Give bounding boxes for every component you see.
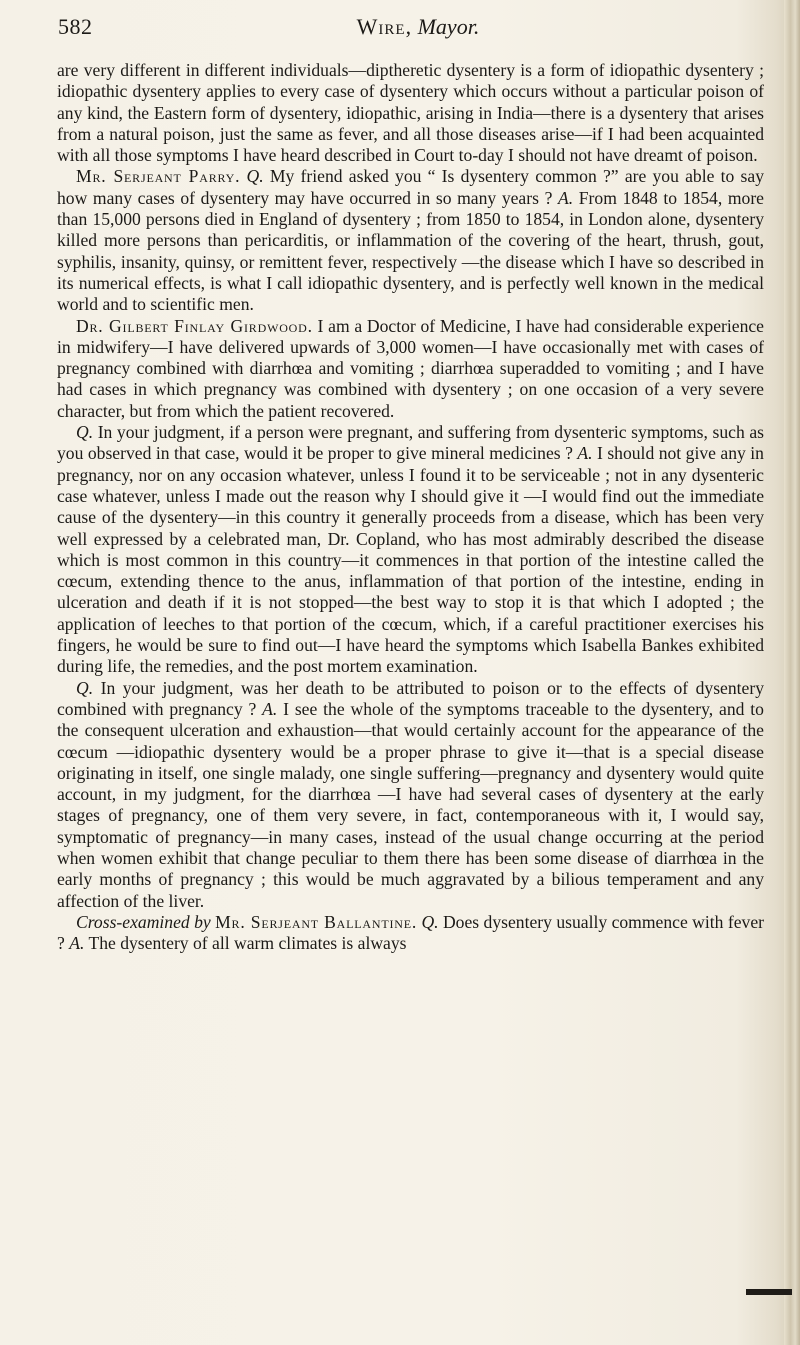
paragraph bbox=[57, 678, 764, 912]
text-run: In your judgment, was her death to be attributed to poison or to the effects of dysentery combined with pregnancy ? bbox=[57, 677, 764, 719]
italic-marker: Q. bbox=[76, 677, 94, 698]
text-run: I am a Doctor of Medicine, I have had considerable experience in midwifery—I have delivered upwards of 3,000 women—I have occasionally met with cases of pregnancy combined with diarrhœa and vomiting ; diarrhœa superadded to vomiting ; and I have had cases in which pregnancy was combined with dysentery ; on one occasion of a very severe character, but from which the patient recovered. bbox=[57, 315, 764, 421]
text-run: are very different in different individuals—diptheretic dysentery is a form of idiopathic dysentery ; idiopathic dysentery applies to every case of dysentery which occurs without a particular poison of any kind, the Eastern form of dysentery, idiopathic, arising in India—there is a dysentery that arises from a natural poison, just the same as fever, and all those diseases arise—if I had been acquainted with all those symptoms I have heard described in Court to-day I should not have dreamt of poison. bbox=[57, 60, 764, 166]
paragraph bbox=[57, 422, 764, 678]
paragraph bbox=[57, 316, 764, 422]
page-number: 582 bbox=[58, 14, 93, 39]
body-text bbox=[57, 60, 764, 954]
page-edge bbox=[784, 0, 800, 1345]
text-run: The dysentery of all warm climates is always bbox=[84, 933, 407, 954]
page-header bbox=[58, 14, 778, 48]
italic-marker: A. bbox=[262, 698, 278, 719]
text-run: From 1848 to 1854, more than 15,000 persons died in England of dysentery ; from 1850 to 1854, in London alone, dysentery killed more persons than pericarditis, or inflammation of the covering of the heart, thrush, gout, syphilis, insanity, quinsy, or remittent fever, respectively —the disease which I have so described in its numerical effects, is what I call idiopathic dysentery, and is perfectly well known in the medical world and to scientific men. bbox=[57, 187, 764, 315]
italic-marker: Q. bbox=[246, 166, 264, 187]
running-head-name: Wire, bbox=[356, 14, 413, 39]
text-run: My friend asked you “ Is dysentery common ?” are you able to say how many cases of dysentery may have occurred in so many years ? bbox=[57, 166, 764, 208]
paragraph bbox=[57, 60, 764, 166]
italic-marker: A. bbox=[577, 443, 593, 464]
paragraph bbox=[57, 166, 764, 315]
running-head bbox=[58, 14, 778, 40]
text-run: I should not give any in pregnancy, nor on any occasion whatever, unless I found it to be serviceable ; not in any dysenteric case whatever, unless I made out the reason why I should give it —I would find out the immediate cause of the dysentery—in this country it generally proceeds from a disease, which has been very well expressed by a celebrated man, Dr. Copland, who has most admirably described the disease which is most common in this country—it commences in that portion of the intestine called the cœcum, extending thence to the anus, inflammation of that portion of the intestine, ending in ulceration and death if it is not stopped—the best way to stop it is that which I adopted ; the application of leeches to that portion of the cœcum, which, if a careful practitioner exercises his fingers, he would be sure to find out—I have heard the symptoms which Isabella Bankes exhibited during life, the remedies, and the post mortem examination. bbox=[57, 443, 764, 677]
text-run: Does dysentery usually commence with fever ? bbox=[57, 911, 764, 954]
italic-marker: A. bbox=[558, 187, 574, 208]
edge-mark bbox=[746, 1289, 792, 1295]
speaker-name: Mr. Serjeant Parry. bbox=[76, 166, 241, 187]
speaker-name: Mr. Serjeant Ballantine. bbox=[215, 911, 418, 932]
text-run: I see the whole of the symptoms traceable to the dysentery, and to the consequent ulceration and exhaustion—that would certainly account for the appearance of the cœcum —idiopathic dysentery would be a proper phrase to give it—that is a special disease originating in itself, one single malady, one single suffering—pregnancy and dysentery would quite account, in my judgment, for the diarrhœa —I have had several cases of dysentery at the early stages of pregnancy, one of them very severe, in fact, contemporaneous with it, I would say, symptomatic of pregnancy—in many cases, instead of the usual change occurring at the period when women exhibit that change peculiar to them there has been some disease of diarrhœa in the early months of pregnancy ; this would be much aggravated by a bilious temperament and any affection of the liver. bbox=[57, 698, 764, 911]
text-run: In your judgment, if a person were pregnant, and suffering from dysenteric symptoms, such as you observed in that case, would it be proper to give mineral medicines ? bbox=[57, 422, 764, 464]
italic-marker: A. bbox=[69, 933, 85, 954]
running-head-title: Mayor. bbox=[417, 14, 480, 39]
paragraph bbox=[57, 912, 764, 955]
speaker-name: Dr. Gilbert Finlay Girdwood. bbox=[76, 315, 313, 336]
italic-marker: Cross-examined by bbox=[76, 911, 211, 932]
italic-marker: Q. bbox=[421, 911, 439, 932]
italic-marker: Q. bbox=[76, 422, 94, 443]
